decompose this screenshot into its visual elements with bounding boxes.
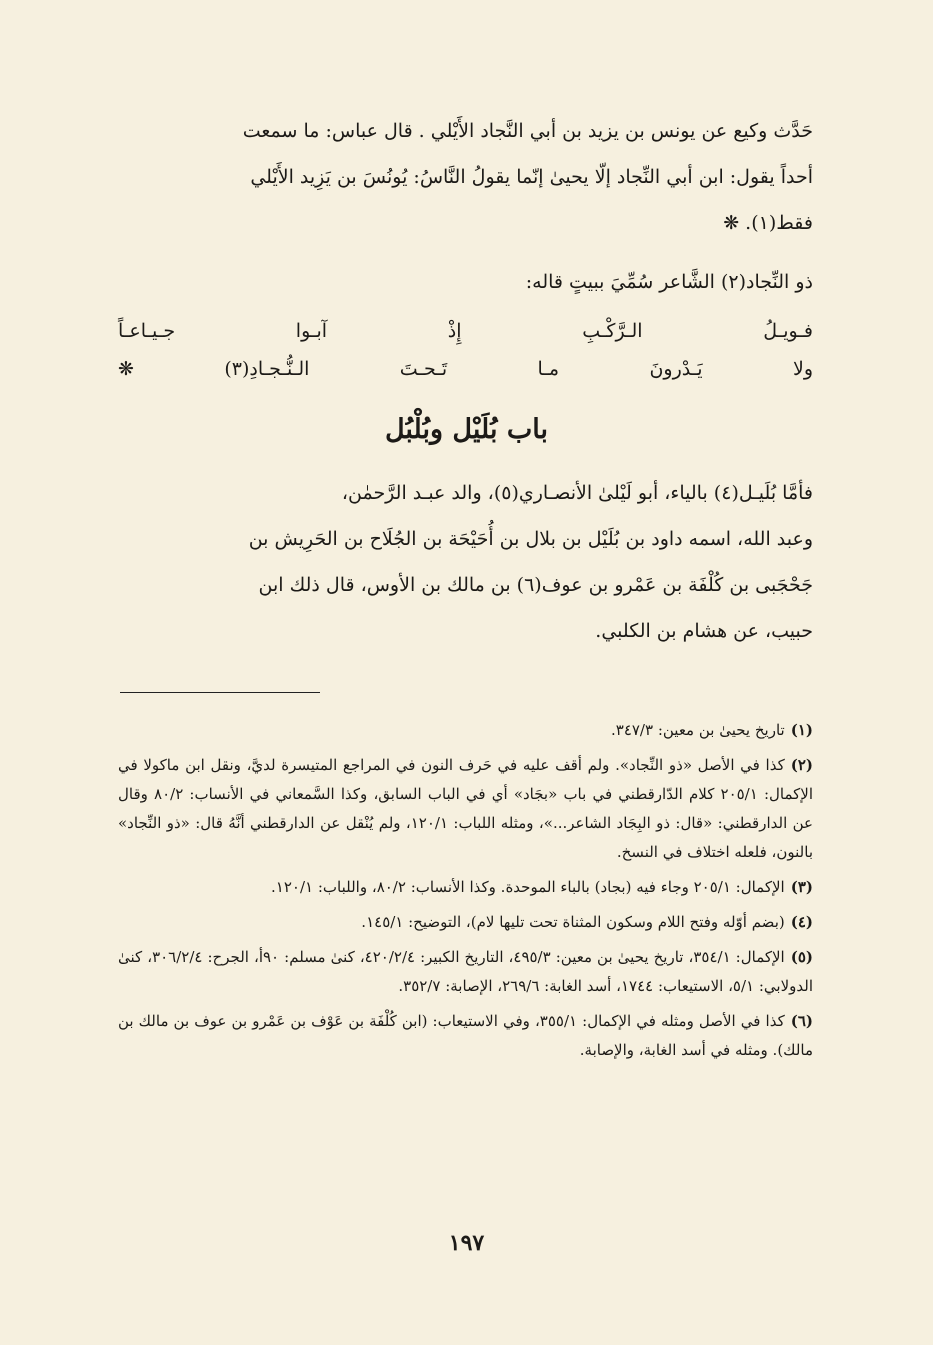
footnote-4 [118, 908, 813, 937]
footnote-1 [118, 716, 813, 745]
text-line: فقط(١). ❋ [723, 212, 813, 234]
footnote-number: (٥) [790, 948, 814, 966]
text-line: حبيب، عن هشام بن الكلبي. [595, 620, 813, 642]
text-line: حَدَّث وكيع عن يونس بن يزيد بن أبي النَّجاد الأَيْلي . قال عباس: ما سمعت [242, 120, 813, 142]
footnote-3 [118, 873, 813, 902]
footnote-text: الإكمال: ٢٠٥/١ وجاء فيه (بجاد) بالباء الموحدة. وكذا الأنساب: ٨٠/٢، واللباب: ١٢٠/١. [271, 878, 785, 896]
footnote-number: (٤) [790, 913, 813, 931]
footnote-number: (٦) [790, 1012, 814, 1030]
page-number: ١٩٧ [448, 1230, 485, 1256]
section-body [118, 470, 813, 654]
verse-line-2 [118, 358, 813, 398]
footnote-text: الإكمال: ٣٥٤/١، تاريخ يحيىٰ بن معين: ٤٩٥/٣، التاريخ الكبير: ٤٢٠/٢/٤، كنىٰ مسلم: ٩٠أ، الجرح: ٣٠٦/٢/٤، كنىٰ الدولابي: ٥/١، الاستيعاب: ١٧٤٤، أسد الغابة: ٢٦٩/٦، الإصابة: ٣٥٢/٧. [118, 948, 813, 995]
footnote-number: (٣) [790, 878, 813, 896]
footnote-number: (٢) [790, 756, 813, 774]
footnote-text: تاريخ يحيىٰ بن معين: ٣٤٧/٣. [610, 721, 785, 739]
footnote-5 [118, 943, 813, 1001]
text-line: جَحْجَبى بن كُلْفَة بن عَمْرو بن عوف(٦) بن مالك بن الأوس، قال ذلك ابن [258, 574, 813, 596]
verse-text: فـويـلُ الـرَّكْـبِ إِذْ آبـوا جـيـاعـاً [118, 320, 813, 342]
footnote-text: كذا في الأصل «ذو النِّجاد». ولم أقف عليه في حَرف النون في المراجع المتيسرة لديَّ، ونقل ابن ماكولا في الإكمال: ٢٠٥/١ كلام الدّارقطني في باب «بجَاد» أي في الباب السابق، وكذا السَّمعاني في الأنساب: ٨٠/٢ وقال عن الدارقطني: «قال: ذو البِجَاد الشاعر...»، ومثله اللباب: ١٢٠/١، ولم يُنْقل عن الدارقطني أنَّهُ قال: «ذو النِّجاد» بالنون، فلعله اختلاف في النسخ. [118, 756, 814, 861]
footnote-6 [118, 1007, 813, 1065]
footnote-text: (بضم أوّله وفتح اللام وسكون المثناة تحت تليها لام)، التوضيح: ١٤٥/١. [361, 913, 785, 931]
footnote-2 [118, 751, 813, 867]
footnotes [118, 716, 813, 1071]
footnote-divider [120, 692, 320, 693]
text-line: فأمَّا بُلَيـل(٤) بالياء، أبو لَيْلىٰ الأنصـاري(٥)، والد عبـد الرَّحمٰن، [341, 482, 813, 504]
footnote-text: كذا في الأصل ومثله في الإكمال: ٣٥٥/١، وفي الاستيعاب: (ابن كُلْفَة بن عَوْف بن عَمْرو بن عوف بن مالك بن مالك). ومثله في أسد الغابة، والإصابة. [118, 1012, 813, 1059]
opening-paragraph [118, 108, 813, 246]
poem-intro: ذو النِّجاد(٢) الشَّاعر سُمِّيَ ببيتٍ قاله: [525, 271, 813, 293]
text-line: أحداً يقول: ابن أبي النِّجاد إلّا يحيىٰ إنّما يقولُ النَّاسُ: يُونُسَ بن يَزِيد الأَيْلي [250, 166, 813, 188]
verse-text: ولا يَـدْرونَ مـا تَـحـتَ الـنُّـجـادِ(٣) ❋ [118, 358, 813, 380]
section-heading: باب بُلَيْل وبُلْبُل [384, 414, 549, 445]
footnote-number: (١) [790, 721, 813, 739]
verse-line-1 [118, 320, 813, 360]
text-line: وعبد الله، اسمه داود بن بُلَيْل بن بلال بن أُحَيْحَة بن الجُلَاح بن الحَرِيش بن [248, 528, 813, 550]
